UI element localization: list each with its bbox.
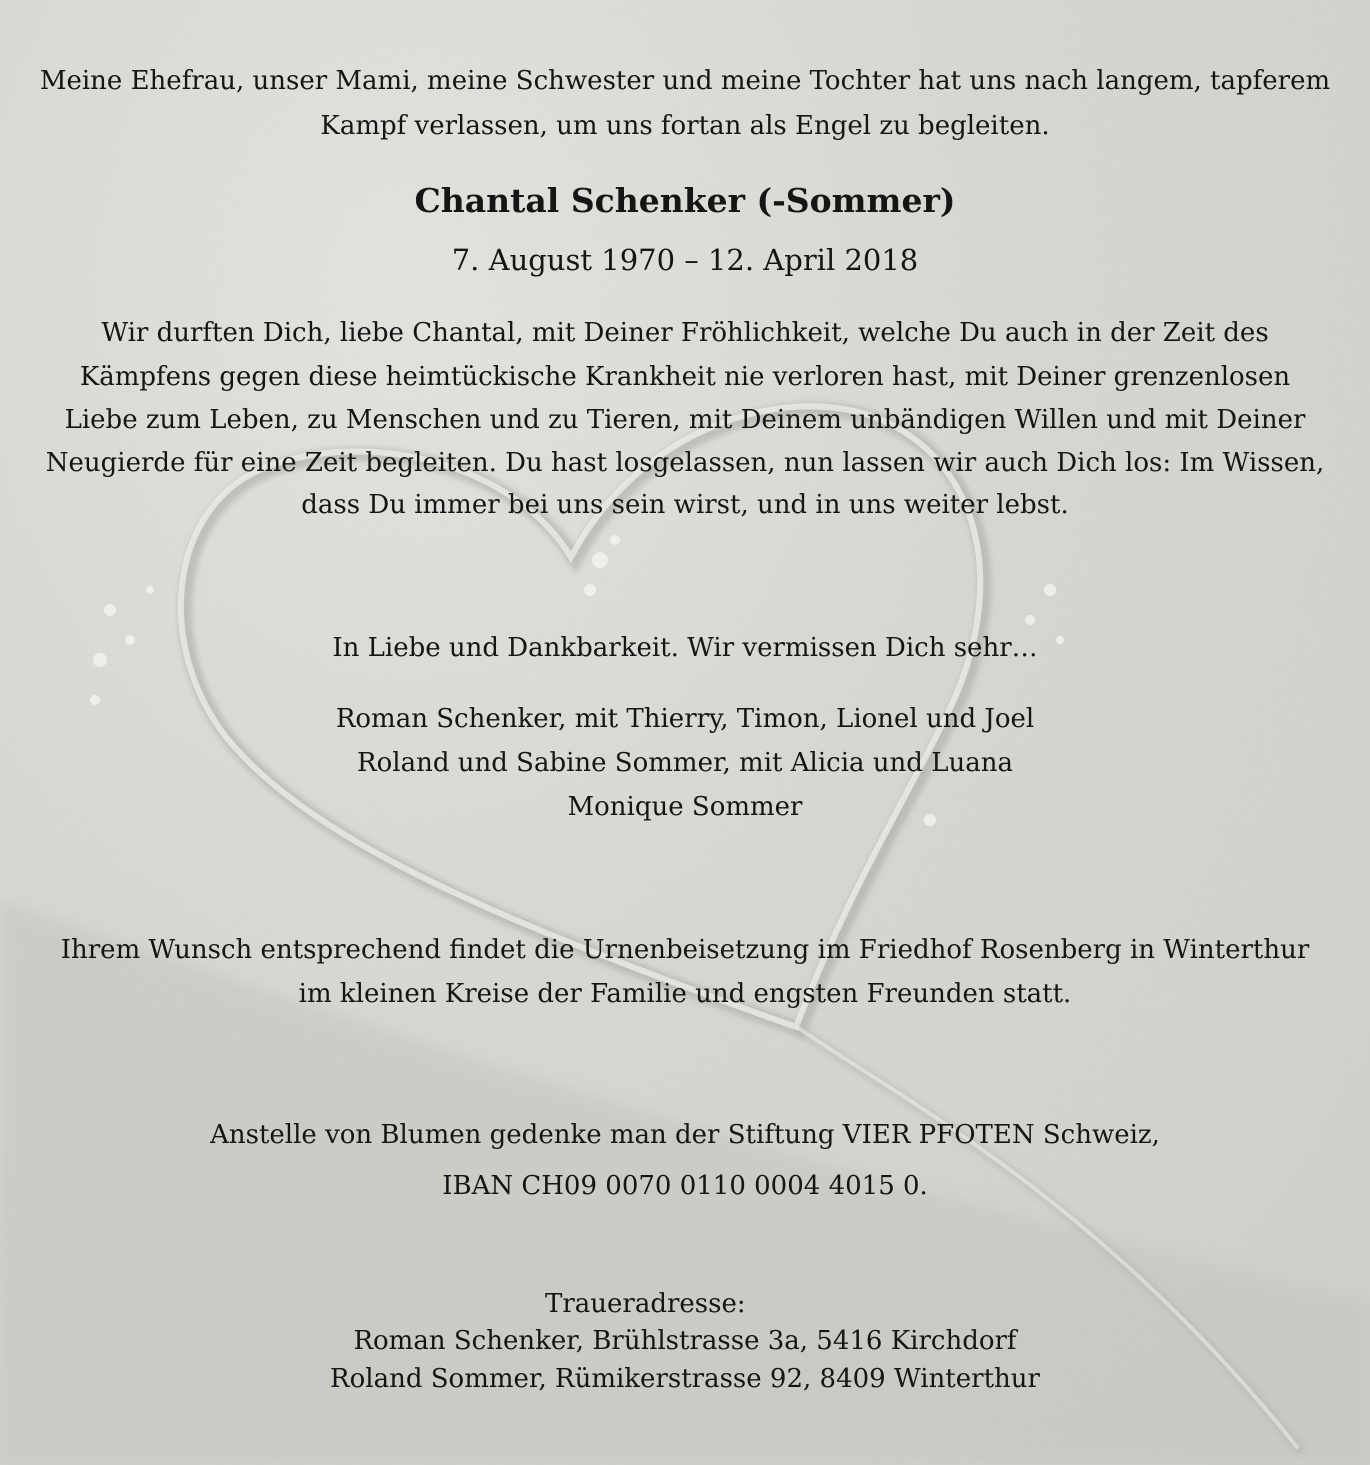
tribute-line-3: Liebe zum Leben, zu Menschen und zu Tieren, mit Deinem unbändigen Willen und mit Deiner [64,405,1306,435]
mourner-line-3: Monique Sommer [567,792,803,822]
intro-line-1: Meine Ehefrau, unser Mami, meine Schwester und meine Tochter hat uns nach langem, tapferem [39,66,1331,96]
tribute-line-1: Wir durften Dich, liebe Chantal, mit Deiner Fröhlichkeit, welche Du auch in der Zeit des [101,318,1269,348]
burial-line-1: Ihrem Wunsch entsprechend findet die Urnenbeisetzung im Friedhof Rosenberg in Winterthur [60,935,1310,965]
closing-line: In Liebe und Dankbarkeit. Wir vermissen Dich sehr… [332,633,1038,663]
address-line-1: Roman Schenker, Brühlstrasse 3a, 5416 Kirchdorf [353,1326,1017,1356]
tribute-line-4: Neugierde für eine Zeit begleiten. Du hast losgelassen, nun lassen wir auch Dich los: Im Wissen, [45,448,1325,478]
deceased-name: Chantal Schenker (-Sommer) [414,181,956,220]
intro-line-2: Kampf verlassen, um uns fortan als Engel zu begleiten. [320,111,1050,141]
burial-line-2: im kleinen Kreise der Familie und engsten Freunden statt. [298,979,1072,1009]
mourner-line-1: Roman Schenker, mit Thierry, Timon, Lionel und Joel [335,704,1035,734]
donation-line-1: Anstelle von Blumen gedenke man der Stiftung VIER PFOTEN Schweiz, [210,1120,1160,1150]
mourner-line-2: Roland und Sabine Sommer, mit Alicia und Luana [357,748,1013,778]
life-dates: 7. August 1970 – 12. April 2018 [451,243,919,277]
address-line-2: Roland Sommer, Rümikerstrasse 92, 8409 Winterthur [330,1364,1040,1394]
tribute-line-5: dass Du immer bei uns sein wirst, und in uns weiter lebst. [301,490,1069,520]
donation-iban: IBAN CH09 0070 0110 0004 4015 0. [442,1171,928,1201]
tribute-line-2: Kämpfens gegen diese heimtückische Krankheit nie verloren hast, mit Deiner grenzenlosen [79,362,1291,392]
address-label: Traueradresse: [545,1289,746,1319]
